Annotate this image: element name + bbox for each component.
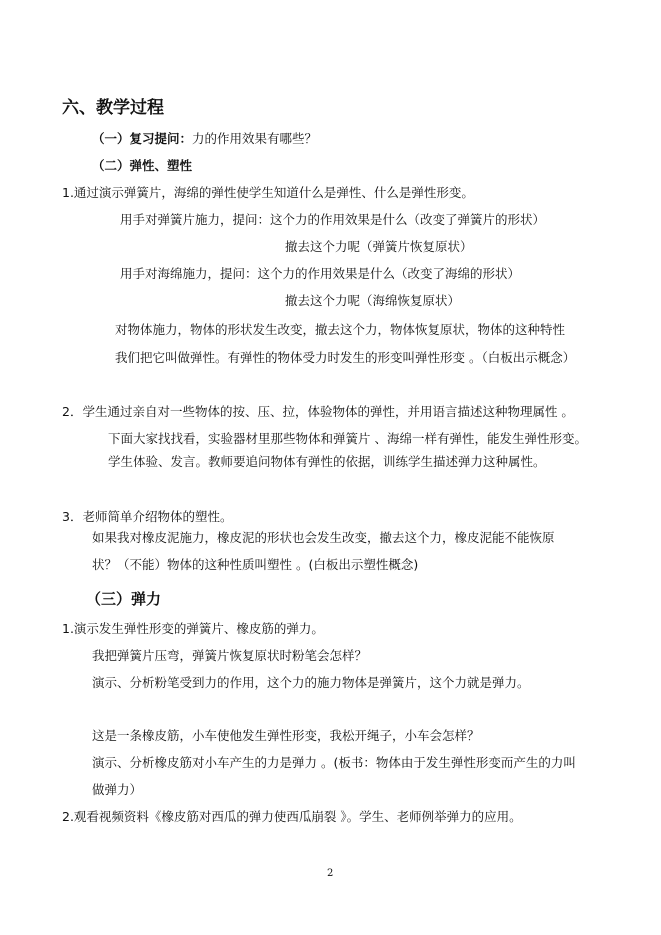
paragraph-line: 3．老师简单介绍物体的塑性。 (62, 509, 233, 524)
paragraph-line: 演示、分析橡皮筋对小车产生的力是弹力 。(板书：物体由于发生弹性形变而产生的力叫 (92, 755, 576, 770)
section-title: 六、教学过程 (62, 98, 164, 118)
subheading-elastic-force: （三）弹力 (86, 590, 162, 608)
paragraph-line: 状？（不能）物体的这种性质叫塑性 。(白板出示塑性概念) (92, 557, 419, 572)
paragraph-line: 1.演示发生弹性形变的弹簧片、橡皮筋的弹力。 (62, 621, 324, 636)
paragraph-line: 对物体施力，物体的形状发生改变，撤去这个力，物体恢复原状，物体的这种特性 (115, 322, 566, 337)
paragraph-line: 我把弹簧片压弯，弹簧片恢复原状时粉笔会怎样？ (92, 648, 368, 663)
subheading-review-label: （一）复习提问： (92, 131, 193, 146)
paragraph-line: 用手对海绵施力，提问：这个力的作用效果是什么（改变了海绵的形状） (120, 266, 521, 281)
subheading-elasticity-plasticity: （二）弹性、塑性 (92, 158, 193, 173)
subheading-review-question (92, 131, 317, 147)
paragraph-line: 2.观看视频资料《橡皮筋对西瓜的弹力使西瓜崩裂 》。学生、老师例举弹力的应用。 (62, 809, 522, 824)
paragraph-line: 我们把它叫做弹性。有弹性的物体受力时发生的形变叫弹性形变 。（白板出示概念） (115, 350, 576, 365)
paragraph-line: 2．学生通过亲自对一些物体的按、压、拉，体验物体的弹性，并用语言描述这种物理属性 。 (62, 404, 574, 419)
paragraph-line: 下面大家找找看，实验器材里那些物体和弹簧片 、海绵一样有弹性，能发生弹性形变。 (108, 431, 587, 446)
subheading-review-text: 力的作用效果有哪些？ (192, 131, 318, 146)
paragraph-line: 这是一条橡皮筋，小车使他发生弹性形变，我松开绳子，小车会怎样？ (92, 728, 480, 743)
paragraph-line: 用手对弹簧片施力，提问：这个力的作用效果是什么（改变了弹簧片的形状） (120, 212, 546, 227)
paragraph-line: 撤去这个力呢（弹簧片恢复原状） (285, 239, 473, 254)
paragraph-line: 如果我对橡皮泥施力，橡皮泥的形状也会发生改变，撤去这个力，橡皮泥能不能恢原 (92, 530, 555, 545)
paragraph-line: 演示、分析粉笔受到力的作用，这个力的施力物体是弹簧片，这个力就是弹力。 (92, 675, 530, 690)
page-number: 2 (327, 868, 334, 879)
paragraph-line: 撤去这个力呢（海绵恢复原状） (285, 293, 461, 308)
paragraph-line: 学生体验、发言。教师要追问物体有弹性的依据，训练学生描述弹力这种属性。 (108, 454, 546, 469)
paragraph-line: 1.通过演示弹簧片，海绵的弹性使学生知道什么是弹性、什么是弹性形变。 (62, 185, 474, 200)
paragraph-line: 做弹力） (92, 782, 143, 797)
